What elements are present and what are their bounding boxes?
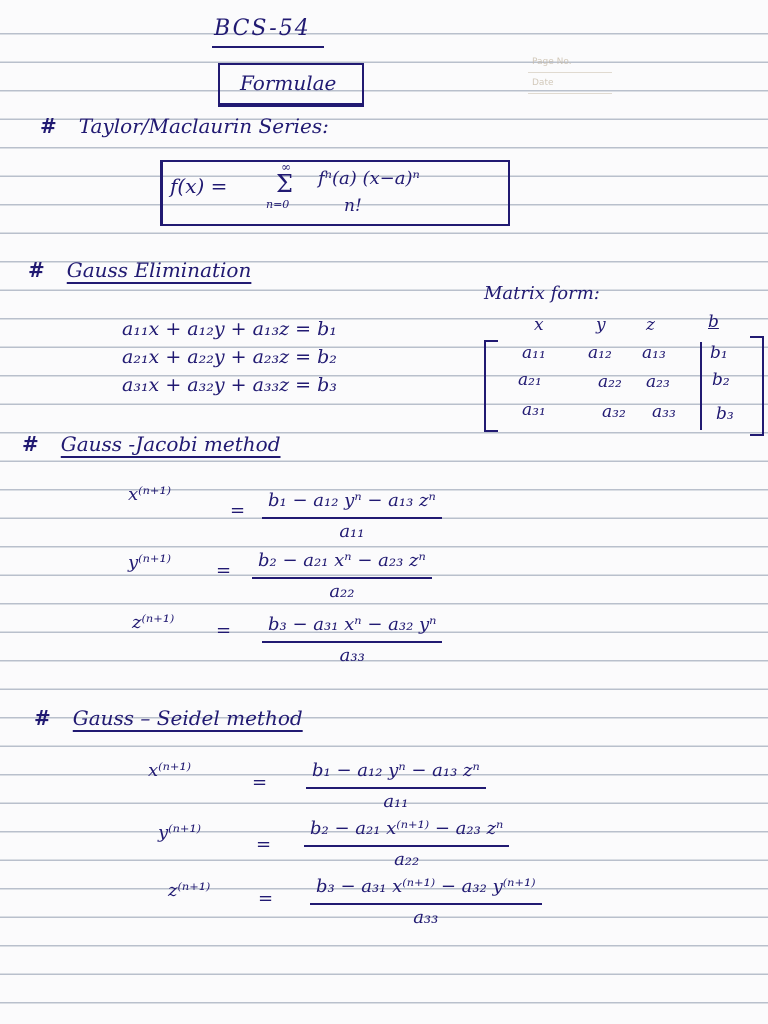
taylor-sum-sup: ∞ [281,160,291,174]
equation-2: a₂₁x + a₂₂y + a₂₃z = b₂ [122,346,337,368]
seidel-heading [34,706,303,730]
seidel-eq-x: = [252,772,268,793]
matrix-cell: b₁ [710,343,728,363]
matrix-header-x: x [534,315,544,335]
jacobi-num-x: b₁ − a₁₂ yⁿ − a₁₃ zⁿ [262,490,442,519]
title-underline [212,46,324,48]
seidel-num-x: b₁ − a₁₂ yⁿ − a₁₃ zⁿ [306,760,486,789]
jacobi-num-z: b₃ − a₃₁ xⁿ − a₃₂ yⁿ [262,614,442,643]
matrix-cell: b₂ [712,370,730,390]
jacobi-frac-y [252,550,432,602]
matrix-cell: a₃₃ [652,402,676,422]
seidel-eq-z: = [258,888,274,909]
seidel-den-y: a₂₂ [394,849,420,870]
matrix-cell: a₂₁ [518,370,542,390]
taylor-title: Taylor/Maclaurin Series: [78,114,329,138]
page-stamp [528,52,612,92]
seidel-frac-y [304,818,509,870]
equation-3: a₃₁x + a₃₂y + a₃₃z = b₃ [122,374,337,396]
matrix-cell: a₃₁ [522,400,546,420]
seidel-den-z: a₃₃ [413,907,439,928]
seidel-num-z: b₃ − a₃₁ x⁽ⁿ⁺¹⁾ − a₃₂ y⁽ⁿ⁺¹⁾ [310,876,542,905]
matrix-right-bracket [750,336,764,436]
matrix-cell: a₁₂ [588,343,612,363]
seidel-title: Gauss – Seidel method [72,706,303,730]
matrix-header-y: y [596,315,606,335]
seidel-eq-y: = [256,834,272,855]
matrix-header-b: b [708,312,719,332]
stamp-page-no: Page No. [528,52,612,73]
jacobi-title: Gauss -Jacobi method [60,432,281,456]
matrix-augment-separator [700,342,702,430]
formulae-label: Formulae [240,71,337,95]
taylor-sum-sub: n=0 [266,198,290,211]
matrix-left-bracket [484,340,498,432]
seidel-frac-x [306,760,486,812]
hash-icon: # [34,706,51,730]
taylor-sum-sym: Σ [276,170,293,198]
hash-icon: # [28,258,45,282]
page-title: BCS-54 [214,16,311,41]
jacobi-frac-x [262,490,442,542]
taylor-lhs: f(x) = [170,174,228,198]
matrix-cell: a₃₂ [602,402,626,422]
jacobi-heading [22,432,281,456]
matrix-cell: a₂₂ [598,372,622,392]
jacobi-den-z: a₃₃ [339,645,365,666]
jacobi-eq-z: = [216,620,232,641]
taylor-numerator: fⁿ(a) (x−a)ⁿ [318,168,420,189]
matrix-header-z: z [646,315,655,335]
jacobi-eq-x: = [230,500,246,521]
jacobi-eq-y: = [216,560,232,581]
jacobi-lhs-x: x⁽ⁿ⁺¹⁾ [128,484,172,505]
taylor-denominator: n! [344,196,362,216]
seidel-lhs-x: x⁽ⁿ⁺¹⁾ [148,760,192,781]
matrix-cell: b₃ [716,404,734,424]
seidel-lhs-y: y⁽ⁿ⁺¹⁾ [158,822,202,843]
jacobi-lhs-y: y⁽ⁿ⁺¹⁾ [128,552,172,573]
taylor-heading [40,114,329,138]
matrix-cell: a₁₁ [522,343,546,363]
jacobi-den-x: a₁₁ [339,521,365,542]
matrix-title: Matrix form: [484,283,600,304]
stamp-date: Date [528,73,612,94]
jacobi-num-y: b₂ − a₂₁ xⁿ − a₂₃ zⁿ [252,550,432,579]
jacobi-den-y: a₂₂ [329,581,355,602]
jacobi-lhs-z: z⁽ⁿ⁺¹⁾ [132,612,175,633]
seidel-lhs-z: z⁽ⁿ⁺¹⁾ [168,880,211,901]
jacobi-frac-z [262,614,442,666]
seidel-den-x: a₁₁ [383,791,409,812]
hash-icon: # [40,114,57,138]
seidel-num-y: b₂ − a₂₁ x⁽ⁿ⁺¹⁾ − a₂₃ zⁿ [304,818,509,847]
seidel-frac-z [310,876,542,928]
matrix-cell: a₂₃ [646,372,670,392]
equation-1: a₁₁x + a₁₂y + a₁₃z = b₁ [122,318,337,340]
gauss-elim-heading [28,258,251,282]
gauss-elim-title: Gauss Elimination [66,258,252,282]
hash-icon: # [22,432,39,456]
matrix-cell: a₁₃ [642,343,666,363]
